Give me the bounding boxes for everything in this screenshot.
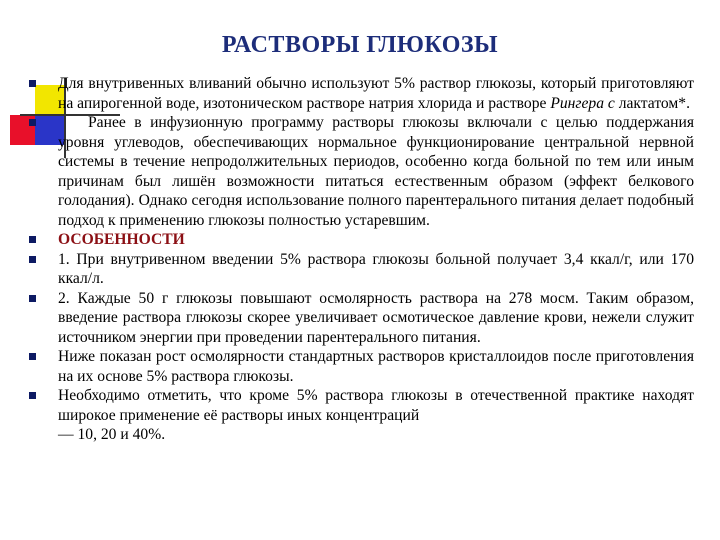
item-text: Необходимо отметить, что кроме 5% раствора глюкозы в отечественной практике находят широкое применение её растворы иных концентраций bbox=[58, 387, 694, 424]
bullet-icon bbox=[29, 256, 36, 263]
slide-title: РАСТВОРЫ ГЛЮКОЗЫ bbox=[221, 32, 499, 58]
list-item bbox=[29, 250, 694, 289]
bullet-icon bbox=[29, 119, 36, 126]
item-text: 2. Каждые 50 г глюкозы повышают осмолярность раствора на 278 мосм. Таким образом, введение раствора глюкозы скорее увеличивает осмотическое давление крови, нежели служит источником энергии при проведении парентерального питания. bbox=[58, 289, 694, 346]
list-item bbox=[29, 347, 694, 386]
list-item bbox=[29, 230, 694, 250]
bullet-icon bbox=[29, 236, 36, 243]
bullet-icon bbox=[29, 353, 36, 360]
list-item bbox=[29, 386, 694, 445]
item-text: 1. При внутривенном введении 5% раствора глюкозы больной получает 3,4 ккал/г, или 170 ккал/л. bbox=[58, 250, 694, 287]
bullet-icon bbox=[29, 295, 36, 302]
item-text: Для внутривенных вливаний обычно используют 5% раствор глюкозы, который приготовляют на апирогенной воде, изотоническом растворе натрия хлорида и растворе Рингера с лактатом*. bbox=[58, 75, 694, 112]
item-text: Ниже показан рост осмолярности стандартных растворов кристаллоидов после приготовления на их основе 5% раствора глюкозы. bbox=[58, 348, 694, 385]
bullet-icon bbox=[29, 80, 36, 87]
list-item bbox=[29, 113, 694, 230]
item-text-continued: — 10, 20 и 40%. bbox=[58, 426, 166, 443]
list-item bbox=[29, 289, 694, 348]
section-heading: ОСОБЕННОСТИ bbox=[58, 231, 185, 248]
list-item bbox=[29, 74, 694, 113]
bullet-list bbox=[29, 74, 694, 445]
bullet-icon bbox=[29, 392, 36, 399]
item-italic-text: Рингера с bbox=[550, 94, 615, 112]
item-text: Ранее в инфузионную программу растворы глюкозы включали с целью поддержания уровня углеводов, обеспечивающих нормальное функционирование центральной нервной системы в течение непродолжительных периодов, особенно когда больной по тем или иным причинам был лишён возможности питаться естественным образом (эффект белкового голодания). Однако сегодня использование полного парентерального питания делает подобный подход к применению глюкозы полностью устаревшим. bbox=[58, 114, 694, 229]
